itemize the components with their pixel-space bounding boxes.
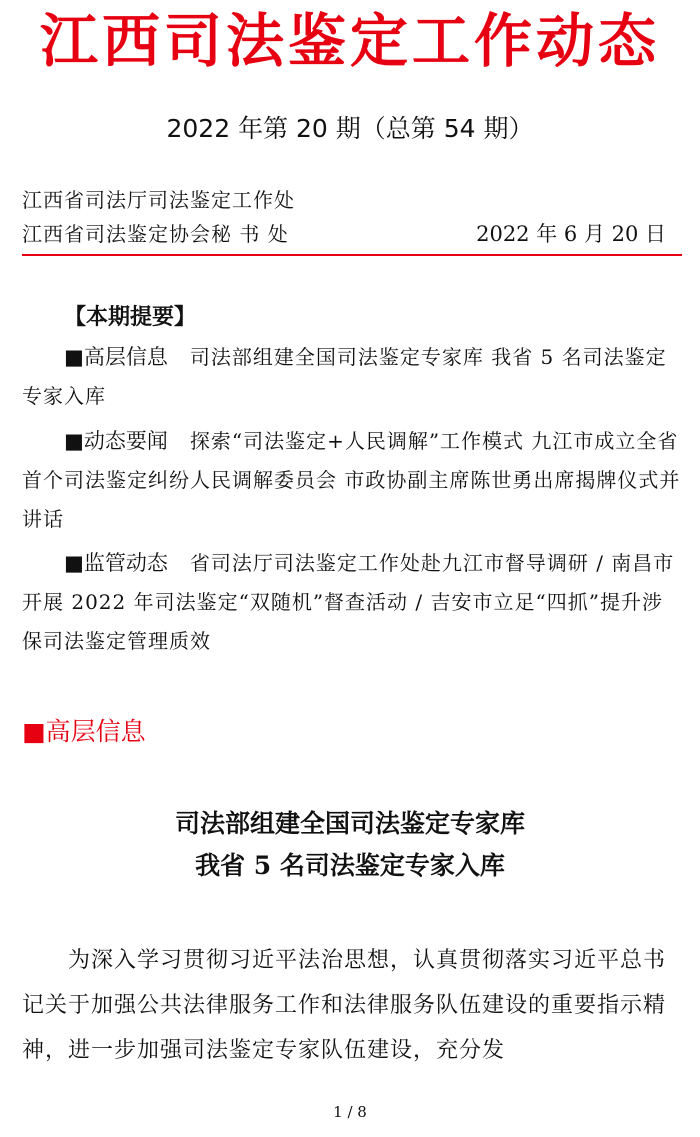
- article-title-line-1: 司法部组建全国司法鉴定专家库: [174, 809, 525, 838]
- masthead-title: 江西司法鉴定工作动态: [39, 7, 660, 75]
- summary-item: [22, 338, 682, 416]
- summary-item: [22, 422, 682, 539]
- article-title-line-2: 我省 5 名司法鉴定专家入库: [195, 851, 505, 880]
- page-number: 1 / 8: [333, 1103, 367, 1121]
- summary-item-text: 探索“司法鉴定+人民调解”工作模式 九江市成立全省首个司法鉴定纠纷人民调解委员会 市政协副主席陈世勇出席揭牌仪式并讲话: [22, 429, 681, 531]
- summary-item-heading: ■监管动态: [64, 551, 168, 575]
- summary-item: [22, 544, 682, 661]
- summary-item-text: 省司法厅司法鉴定工作处赴九江市督导调研 / 南昌市开展 2022 年司法鉴定“双随机”督查活动 / 吉安市立足“四抓”提升涉保司法鉴定管理质效: [22, 551, 675, 653]
- summary-item-text: 司法部组建全国司法鉴定专家库 我省 5 名司法鉴定专家入库: [22, 345, 667, 408]
- summary-title: 【本期提要】: [64, 305, 197, 330]
- publisher-org-1: 江西省司法厅司法鉴定工作处: [22, 188, 295, 212]
- article-body: 为深入学习贯彻习近平法治思想，认真贯彻落实习近平总书记关于加强公共法律服务工作和法律服务队伍建设的重要指示精神，进一步加强司法鉴定专家队伍建设，充分发: [22, 948, 667, 1063]
- summary-item-heading: ■高层信息: [64, 345, 168, 369]
- summary-item-heading: ■动态要闻: [64, 429, 168, 453]
- section-heading: [22, 714, 146, 750]
- publisher-org-2: 江西省司法鉴定协会秘 书 处: [22, 222, 289, 246]
- section-label: 高层信息: [45, 717, 146, 746]
- masthead-divider: [22, 254, 682, 256]
- publish-date: 2022 年 6 月 20 日: [476, 222, 666, 246]
- issue-number: 2022 年第 20 期（总第 54 期）: [166, 114, 534, 143]
- section-marker: ■: [22, 717, 46, 746]
